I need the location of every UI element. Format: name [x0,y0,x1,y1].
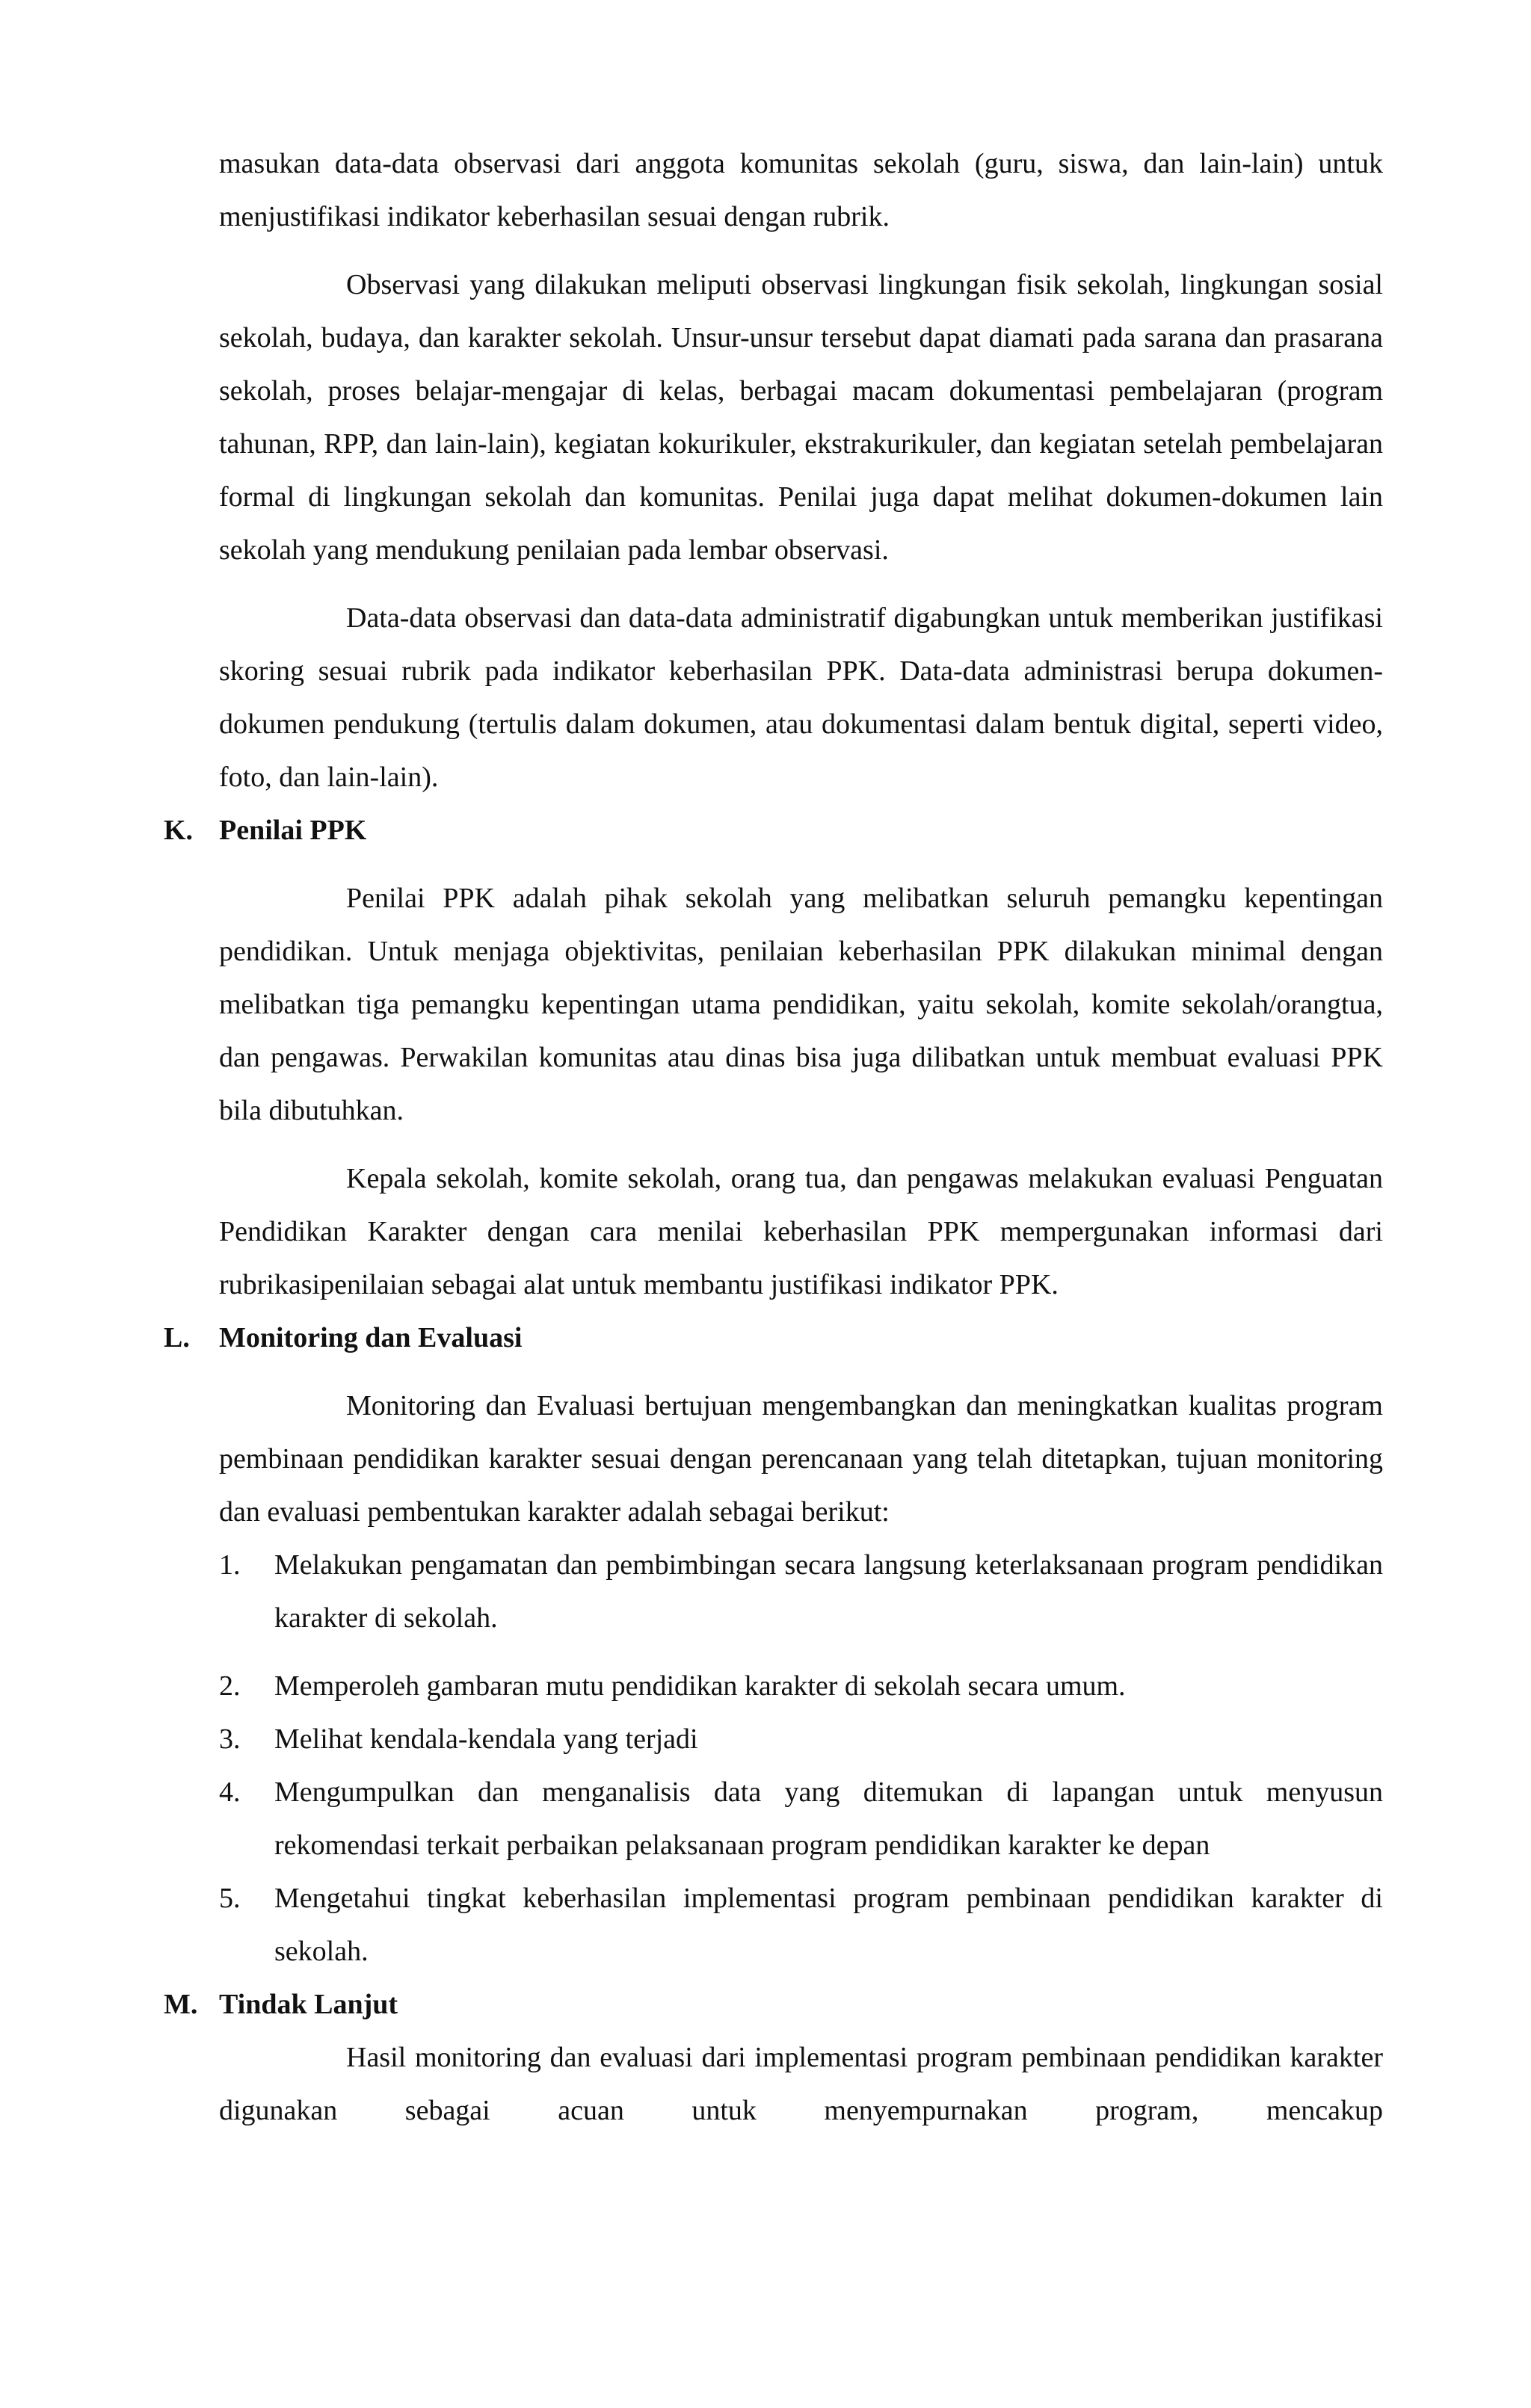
section-m-letter: M. [164,1989,198,2020]
list-item-text: Memperoleh gambaran mutu pendidikan karakter di sekolah secara umum. [274,1670,1126,1702]
paragraph-intro: masukan data-data observasi dari anggota komunitas sekolah (guru, siswa, dan lain-lain) untuk menjustifikasi indikator keberhasilan sesuai dengan rubrik. [219,148,1383,232]
list-item-number: 5. [219,1883,241,1914]
paragraph-kepala-sekolah: Kepala sekolah, komite sekolah, orang tua, dan pengawas melakukan evaluasi Penguatan Pendidikan Karakter dengan cara menilai keberhasilan PPK mempergunakan informasi dari rubrikasipenilaian sebagai alat untuk membantu justifikasi indikator PPK. [219,1163,1383,1300]
list-item-text: Melihat kendala-kendala yang terjadi [274,1723,698,1755]
list-item-number: 1. [219,1549,241,1581]
section-k-heading [164,804,1383,857]
section-l-title: Monitoring dan Evaluasi [219,1322,523,1353]
section-m-title: Tindak Lanjut [219,1989,398,2020]
list-item-number: 2. [219,1670,241,1702]
paragraph-penilai-ppk: Penilai PPK adalah pihak sekolah yang melibatkan seluruh pemangku kepentingan pendidikan. Untuk menjaga objektivitas, penilaian keberhasilan PPK dilakukan minimal dengan melibatkan tiga pemangku kepentingan utama pendidikan, yaitu sekolah, komite sekolah/orangtua, dan pengawas. Perwakilan komunitas atau dinas bisa juga dilibatkan untuk membuat evaluasi PPK bila dibutuhkan. [219,883,1383,1126]
list-item-number: 4. [219,1776,241,1808]
paragraph-observasi: Observasi yang dilakukan meliputi observasi lingkungan fisik sekolah, lingkungan sosial sekolah, budaya, dan karakter sekolah. Unsur-unsur tersebut dapat diamati pada sarana dan prasarana sekolah, proses belajar-mengajar di kelas, berbagai macam dokumentasi pembelajaran (program tahunan, RPP, dan lain-lain), kegiatan kokurikuler, ekstrakurikuler, dan kegiatan setelah pembelajaran formal di lingkungan sekolah dan komunitas. Penilai juga dapat melihat dokumen-dokumen lain sekolah yang mendukung penilaian pada lembar observasi. [219,269,1383,566]
page-content [164,138,1383,2137]
section-m-heading [164,1978,1383,2031]
list-item [219,1713,1383,1766]
paragraph-data-observasi: Data-data observasi dan data-data administratif digabungkan untuk memberikan justifikasi skoring sesuai rubrik pada indikator keberhasilan PPK. Data-data administrasi berupa dokumen-dokumen pendukung (tertulis dalam dokumen, atau dokumentasi dalam bentuk digital, seperti video, foto, dan lain-lain). [219,602,1383,793]
list-item [219,1872,1383,1978]
list-item-text: Mengetahui tingkat keberhasilan implementasi program pembinaan pendidikan karakter di sekolah. [274,1883,1383,1967]
list-item-text: Mengumpulkan dan menganalisis data yang ditemukan di lapangan untuk menyusun rekomendasi terkait perbaikan pelaksanaan program pendidikan karakter ke depan [274,1776,1383,1861]
list-item-text: Melakukan pengamatan dan pembimbingan secara langsung keterlaksanaan program pendidikan karakter di sekolah. [274,1549,1383,1634]
tujuan-list [219,1539,1383,1978]
paragraph-tindak-lanjut: Hasil monitoring dan evaluasi dari implementasi program pembinaan pendidikan karakter digunakan sebagai acuan untuk menyempurnakan program, mencakup [219,2042,1383,2126]
section-k-letter: K. [164,815,194,846]
list-item [219,1539,1383,1645]
list-item [219,1766,1383,1872]
list-item-number: 3. [219,1723,241,1755]
paragraph-monitoring: Monitoring dan Evaluasi bertujuan mengembangkan dan meningkatkan kualitas program pembinaan pendidikan karakter sesuai dengan perencanaan yang telah ditetapkan, tujuan monitoring dan evaluasi pembentukan karakter adalah sebagai berikut: [219,1390,1383,1528]
section-l-heading [164,1312,1383,1365]
section-l-letter: L. [164,1322,190,1353]
list-item [219,1660,1383,1713]
section-k-title: Penilai PPK [219,815,367,846]
